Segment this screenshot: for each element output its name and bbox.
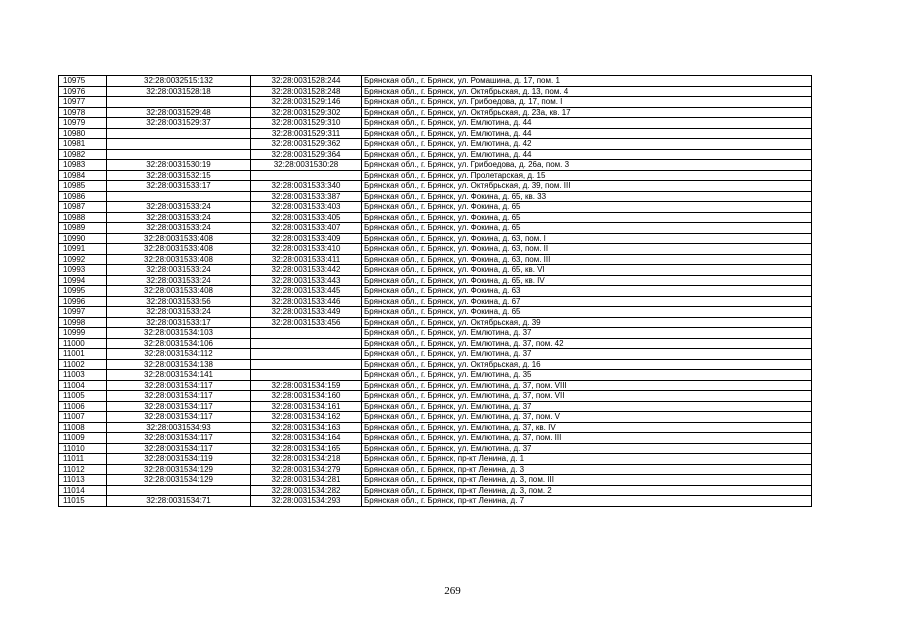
object-cadastral-number-cell: 32:28:0031533:387 (251, 191, 362, 202)
object-cadastral-number-cell: 32:28:0031533:411 (251, 254, 362, 265)
address-cell: Брянская обл., г. Брянск, ул. Емлютина, д. 37, пом. VII (362, 391, 812, 402)
object-cadastral-number-cell: 32:28:0031534:165 (251, 443, 362, 454)
address-cell: Брянская обл., г. Брянск, ул. Грибоедова, д. 26а, пом. 3 (362, 160, 812, 171)
address-cell: Брянская обл., г. Брянск, пр-кт Ленина, д. 7 (362, 496, 812, 507)
row-number-cell: 10984 (59, 170, 107, 181)
registry-table-body (59, 76, 812, 507)
table-row (59, 412, 812, 423)
object-cadastral-number-cell: 32:28:0031529:310 (251, 118, 362, 129)
address-cell: Брянская обл., г. Брянск, ул. Октябрьская, д. 39 (362, 317, 812, 328)
object-cadastral-number-cell: 32:28:0031533:445 (251, 286, 362, 297)
table-row (59, 212, 812, 223)
land-cadastral-number-cell: 32:28:0031534:117 (107, 433, 251, 444)
land-cadastral-number-cell: 32:28:0031534:117 (107, 443, 251, 454)
address-cell: Брянская обл., г. Брянск, ул. Октябрьская, д. 23а, кв. 17 (362, 107, 812, 118)
land-cadastral-number-cell: 32:28:0031534:71 (107, 496, 251, 507)
land-cadastral-number-cell (107, 485, 251, 496)
table-row (59, 181, 812, 192)
object-cadastral-number-cell: 32:28:0031534:159 (251, 380, 362, 391)
land-cadastral-number-cell: 32:28:0031533:408 (107, 286, 251, 297)
row-number-cell: 10975 (59, 76, 107, 87)
object-cadastral-number-cell (251, 328, 362, 339)
row-number-cell: 11003 (59, 370, 107, 381)
object-cadastral-number-cell (251, 370, 362, 381)
land-cadastral-number-cell: 32:28:0031530:19 (107, 160, 251, 171)
table-row (59, 454, 812, 465)
address-cell: Брянская обл., г. Брянск, ул. Емлютина, д. 44 (362, 118, 812, 129)
object-cadastral-number-cell: 32:28:0031534:162 (251, 412, 362, 423)
object-cadastral-number-cell: 32:28:0031529:364 (251, 149, 362, 160)
object-cadastral-number-cell: 32:28:0031533:409 (251, 233, 362, 244)
address-cell: Брянская обл., г. Брянск, ул. Фокина, д. 63, пом. II (362, 244, 812, 255)
table-row (59, 202, 812, 213)
object-cadastral-number-cell: 32:28:0031534:279 (251, 464, 362, 475)
address-cell: Брянская обл., г. Брянск, ул. Емлютина, д. 44 (362, 149, 812, 160)
land-cadastral-number-cell: 32:28:0031533:24 (107, 307, 251, 318)
object-cadastral-number-cell: 32:28:0031534:161 (251, 401, 362, 412)
row-number-cell: 11002 (59, 359, 107, 370)
address-cell: Брянская обл., г. Брянск, ул. Октябрьская, д. 39, пом. III (362, 181, 812, 192)
land-cadastral-number-cell: 32:28:0031533:17 (107, 181, 251, 192)
table-row (59, 128, 812, 139)
table-row (59, 97, 812, 108)
address-cell: Брянская обл., г. Брянск, ул. Пролетарская, д. 15 (362, 170, 812, 181)
row-number-cell: 11006 (59, 401, 107, 412)
row-number-cell: 10986 (59, 191, 107, 202)
address-cell: Брянская обл., г. Брянск, ул. Емлютина, д. 37 (362, 349, 812, 360)
table-row (59, 485, 812, 496)
address-cell: Брянская обл., г. Брянск, ул. Фокина, д. 65, кв. 33 (362, 191, 812, 202)
table-row (59, 149, 812, 160)
row-number-cell: 10989 (59, 223, 107, 234)
table-row (59, 244, 812, 255)
row-number-cell: 10979 (59, 118, 107, 129)
row-number-cell: 10981 (59, 139, 107, 150)
address-cell: Брянская обл., г. Брянск, ул. Фокина, д. 63, пом. I (362, 233, 812, 244)
row-number-cell: 10999 (59, 328, 107, 339)
row-number-cell: 11008 (59, 422, 107, 433)
table-row (59, 443, 812, 454)
object-cadastral-number-cell: 32:28:0031530:28 (251, 160, 362, 171)
object-cadastral-number-cell (251, 338, 362, 349)
address-cell: Брянская обл., г. Брянск, пр-кт Ленина, д. 1 (362, 454, 812, 465)
object-cadastral-number-cell: 32:28:0031533:407 (251, 223, 362, 234)
address-cell: Брянская обл., г. Брянск, ул. Фокина, д. 65, кв. VI (362, 265, 812, 276)
row-number-cell: 10987 (59, 202, 107, 213)
land-cadastral-number-cell: 32:28:0031534:93 (107, 422, 251, 433)
row-number-cell: 11004 (59, 380, 107, 391)
table-row (59, 107, 812, 118)
land-cadastral-number-cell: 32:28:0032515:132 (107, 76, 251, 87)
row-number-cell: 11010 (59, 443, 107, 454)
row-number-cell: 10994 (59, 275, 107, 286)
land-cadastral-number-cell: 32:28:0031533:408 (107, 254, 251, 265)
row-number-cell: 10990 (59, 233, 107, 244)
land-cadastral-number-cell: 32:28:0031533:56 (107, 296, 251, 307)
row-number-cell: 10996 (59, 296, 107, 307)
object-cadastral-number-cell: 32:28:0031533:340 (251, 181, 362, 192)
row-number-cell: 10993 (59, 265, 107, 276)
address-cell: Брянская обл., г. Брянск, ул. Емлютина, д. 42 (362, 139, 812, 150)
address-cell: Брянская обл., г. Брянск, ул. Фокина, д. 65, кв. IV (362, 275, 812, 286)
address-cell: Брянская обл., г. Брянск, ул. Фокина, д. 65 (362, 212, 812, 223)
object-cadastral-number-cell: 32:28:0031533:405 (251, 212, 362, 223)
land-cadastral-number-cell: 32:28:0031528:18 (107, 86, 251, 97)
object-cadastral-number-cell: 32:28:0031534:282 (251, 485, 362, 496)
table-row (59, 380, 812, 391)
address-cell: Брянская обл., г. Брянск, ул. Емлютина, д. 37, пом. V (362, 412, 812, 423)
land-cadastral-number-cell: 32:28:0031534:106 (107, 338, 251, 349)
object-cadastral-number-cell: 32:28:0031529:302 (251, 107, 362, 118)
table-row (59, 496, 812, 507)
row-number-cell: 10992 (59, 254, 107, 265)
land-cadastral-number-cell: 32:28:0031534:117 (107, 391, 251, 402)
table-row (59, 139, 812, 150)
address-cell: Брянская обл., г. Брянск, ул. Фокина, д. 65 (362, 223, 812, 234)
address-cell: Брянская обл., г. Брянск, ул. Емлютина, д. 37 (362, 401, 812, 412)
object-cadastral-number-cell: 32:28:0031529:311 (251, 128, 362, 139)
row-number-cell: 10982 (59, 149, 107, 160)
table-row (59, 391, 812, 402)
land-cadastral-number-cell (107, 191, 251, 202)
table-row (59, 265, 812, 276)
address-cell: Брянская обл., г. Брянск, ул. Фокина, д. 63 (362, 286, 812, 297)
row-number-cell: 11013 (59, 475, 107, 486)
row-number-cell: 11000 (59, 338, 107, 349)
table-row (59, 170, 812, 181)
row-number-cell: 10988 (59, 212, 107, 223)
row-number-cell: 11007 (59, 412, 107, 423)
land-cadastral-number-cell (107, 97, 251, 108)
address-cell: Брянская обл., г. Брянск, ул. Емлютина, д. 37 (362, 328, 812, 339)
table-row (59, 401, 812, 412)
land-cadastral-number-cell: 32:28:0031533:24 (107, 223, 251, 234)
table-row (59, 475, 812, 486)
land-cadastral-number-cell: 32:28:0031532:15 (107, 170, 251, 181)
row-number-cell: 11005 (59, 391, 107, 402)
address-cell: Брянская обл., г. Брянск, ул. Октябрьская, д. 16 (362, 359, 812, 370)
table-row (59, 223, 812, 234)
object-cadastral-number-cell: 32:28:0031534:160 (251, 391, 362, 402)
object-cadastral-number-cell: 32:28:0031534:293 (251, 496, 362, 507)
land-cadastral-number-cell: 32:28:0031534:117 (107, 401, 251, 412)
row-number-cell: 11012 (59, 464, 107, 475)
object-cadastral-number-cell: 32:28:0031533:456 (251, 317, 362, 328)
object-cadastral-number-cell (251, 170, 362, 181)
table-row (59, 160, 812, 171)
land-cadastral-number-cell: 32:28:0031534:112 (107, 349, 251, 360)
address-cell: Брянская обл., г. Брянск, ул. Фокина, д. 67 (362, 296, 812, 307)
object-cadastral-number-cell: 32:28:0031528:248 (251, 86, 362, 97)
row-number-cell: 10978 (59, 107, 107, 118)
row-number-cell: 11001 (59, 349, 107, 360)
land-cadastral-number-cell: 32:28:0031533:408 (107, 244, 251, 255)
land-cadastral-number-cell: 32:28:0031533:17 (107, 317, 251, 328)
row-number-cell: 10980 (59, 128, 107, 139)
address-cell: Брянская обл., г. Брянск, ул. Емлютина, д. 37, кв. IV (362, 422, 812, 433)
table-row (59, 118, 812, 129)
address-cell: Брянская обл., г. Брянск, пр-кт Ленина, д. 3, пом. III (362, 475, 812, 486)
row-number-cell: 10976 (59, 86, 107, 97)
table-row (59, 286, 812, 297)
address-cell: Брянская обл., г. Брянск, пр-кт Ленина, д. 3, пом. 2 (362, 485, 812, 496)
object-cadastral-number-cell: 32:28:0031534:164 (251, 433, 362, 444)
table-row (59, 307, 812, 318)
address-cell: Брянская обл., г. Брянск, ул. Ромашина, д. 17, пом. 1 (362, 76, 812, 87)
table-row (59, 464, 812, 475)
row-number-cell: 10977 (59, 97, 107, 108)
object-cadastral-number-cell: 32:28:0031528:244 (251, 76, 362, 87)
row-number-cell: 10997 (59, 307, 107, 318)
land-cadastral-number-cell: 32:28:0031529:37 (107, 118, 251, 129)
object-cadastral-number-cell: 32:28:0031533:442 (251, 265, 362, 276)
address-cell: Брянская обл., г. Брянск, ул. Фокина, д. 65 (362, 307, 812, 318)
address-cell: Брянская обл., г. Брянск, ул. Емлютина, д. 37, пом. 42 (362, 338, 812, 349)
table-row (59, 254, 812, 265)
object-cadastral-number-cell: 32:28:0031533:443 (251, 275, 362, 286)
page-number: 269 (444, 585, 461, 597)
object-cadastral-number-cell: 32:28:0031529:362 (251, 139, 362, 150)
row-number-cell: 11015 (59, 496, 107, 507)
land-cadastral-number-cell: 32:28:0031529:48 (107, 107, 251, 118)
land-cadastral-number-cell: 32:28:0031533:24 (107, 202, 251, 213)
object-cadastral-number-cell: 32:28:0031534:163 (251, 422, 362, 433)
land-cadastral-number-cell: 32:28:0031534:138 (107, 359, 251, 370)
row-number-cell: 10983 (59, 160, 107, 171)
object-cadastral-number-cell (251, 349, 362, 360)
object-cadastral-number-cell: 32:28:0031533:446 (251, 296, 362, 307)
row-number-cell: 11011 (59, 454, 107, 465)
address-cell: Брянская обл., г. Брянск, ул. Грибоедова, д. 17, пом. I (362, 97, 812, 108)
address-cell: Брянская обл., г. Брянск, ул. Емлютина, д. 44 (362, 128, 812, 139)
land-cadastral-number-cell: 32:28:0031534:141 (107, 370, 251, 381)
registry-table (58, 75, 812, 507)
land-cadastral-number-cell (107, 128, 251, 139)
land-cadastral-number-cell: 32:28:0031533:24 (107, 275, 251, 286)
land-cadastral-number-cell: 32:28:0031534:117 (107, 380, 251, 391)
object-cadastral-number-cell: 32:28:0031529:146 (251, 97, 362, 108)
land-cadastral-number-cell: 32:28:0031533:408 (107, 233, 251, 244)
table-row (59, 76, 812, 87)
land-cadastral-number-cell (107, 149, 251, 160)
address-cell: Брянская обл., г. Брянск, ул. Емлютина, д. 37, пом. VIII (362, 380, 812, 391)
table-row (59, 275, 812, 286)
address-cell: Брянская обл., г. Брянск, ул. Фокина, д. 63, пом. III (362, 254, 812, 265)
address-cell: Брянская обл., г. Брянск, ул. Емлютина, д. 37, пом. III (362, 433, 812, 444)
object-cadastral-number-cell: 32:28:0031533:410 (251, 244, 362, 255)
address-cell: Брянская обл., г. Брянск, ул. Октябрьская, д. 13, пом. 4 (362, 86, 812, 97)
land-cadastral-number-cell: 32:28:0031533:24 (107, 265, 251, 276)
address-cell: Брянская обл., г. Брянск, ул. Фокина, д. 65 (362, 202, 812, 213)
table-row (59, 349, 812, 360)
land-cadastral-number-cell: 32:28:0031534:129 (107, 464, 251, 475)
land-cadastral-number-cell: 32:28:0031534:117 (107, 412, 251, 423)
object-cadastral-number-cell: 32:28:0031533:403 (251, 202, 362, 213)
table-row (59, 359, 812, 370)
object-cadastral-number-cell: 32:28:0031533:449 (251, 307, 362, 318)
table-row (59, 328, 812, 339)
table-row (59, 433, 812, 444)
table-row (59, 422, 812, 433)
row-number-cell: 11014 (59, 485, 107, 496)
row-number-cell: 10985 (59, 181, 107, 192)
object-cadastral-number-cell (251, 359, 362, 370)
row-number-cell: 10998 (59, 317, 107, 328)
table-row (59, 338, 812, 349)
land-cadastral-number-cell: 32:28:0031534:129 (107, 475, 251, 486)
address-cell: Брянская обл., г. Брянск, пр-кт Ленина, д. 3 (362, 464, 812, 475)
row-number-cell: 10991 (59, 244, 107, 255)
address-cell: Брянская обл., г. Брянск, ул. Емлютина, д. 37 (362, 443, 812, 454)
land-cadastral-number-cell: 32:28:0031534:119 (107, 454, 251, 465)
land-cadastral-number-cell (107, 139, 251, 150)
land-cadastral-number-cell: 32:28:0031534:103 (107, 328, 251, 339)
row-number-cell: 10995 (59, 286, 107, 297)
table-row (59, 296, 812, 307)
object-cadastral-number-cell: 32:28:0031534:218 (251, 454, 362, 465)
row-number-cell: 11009 (59, 433, 107, 444)
table-row (59, 86, 812, 97)
table-row (59, 317, 812, 328)
table-row (59, 233, 812, 244)
land-cadastral-number-cell: 32:28:0031533:24 (107, 212, 251, 223)
object-cadastral-number-cell: 32:28:0031534:281 (251, 475, 362, 486)
table-row (59, 191, 812, 202)
address-cell: Брянская обл., г. Брянск, ул. Емлютина, д. 35 (362, 370, 812, 381)
table-row (59, 370, 812, 381)
